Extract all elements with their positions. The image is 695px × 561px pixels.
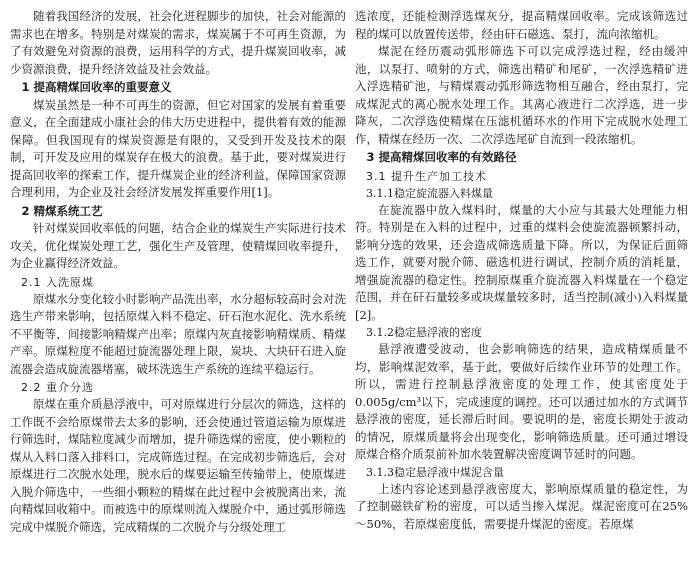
- continued-paragraph: 选浓度，还能检测浮选煤灰分，提高精煤回收率。完成该筛选过程的煤可以放置传送带，经由矸石磁选、泵打，流向浓缩机。: [355, 9, 688, 41]
- left-column: [10, 8, 346, 536]
- section-1-heading: 1 提高精煤回收率的重要意义: [21, 80, 172, 94]
- section-3-1-3-paragraph: 上述内容论述到悬浮液密度大，影响原煤质量的稳定性，为了控制磁铁矿粉的密度，可以适当掺入煤泥。煤泥密度可在25%～50%，若原煤密度低，需要提升煤泥的密度。若原煤: [355, 481, 688, 531]
- section-3-1-heading: 3.1 提升生产加工技术: [366, 169, 487, 183]
- right-column: [355, 8, 688, 533]
- section-1-paragraph: 煤炭虽然是一种不可再生的资源，但它对国家的发展有着重要意义，在全面建成小康社会的伟大历史进程中，提供着有效的能源保障。但我国现有的煤炭资源是有限的，又受到开发及技术的限制，可开发及应用的煤炭存在极大的浪费。基于此，要对煤炭进行提高回收率的探索工作，提升煤炭企业的经济利益，保障国家资源合理利用，为企业及社会经济发展发挥重要作用[1]。: [10, 97, 346, 199]
- slime-paragraph: 煤泥在经历震动弧形筛选下可以完成浮选过程，经由缓冲池，以泵打、喷射的方式，筛选出精矿和尾矿，一次浮选精矿进入浮选精矿池，与精煤震动弧形筛选物相互融合，经由泵打，完成煤泥式的离心脱水处理工作。其离心液进行二次浮选，进一步降灰，二次浮选使精煤在压滤机循环水的作用下完成脱水处理工作，精煤在经历一次、二次浮选尾矿自流到一段浓缩机。: [355, 44, 688, 146]
- section-3-1-2-heading: 3.1.2稳定悬浮液的密度: [366, 326, 482, 339]
- section-3-heading: 3 提高精煤回收率的有效路径: [366, 150, 517, 164]
- section-3-1-3-heading: 3.1.3稳定悬浮液中煤泥含量: [366, 465, 504, 479]
- section-2-heading: 2 精煤系统工艺: [21, 203, 103, 218]
- section-2-1-heading: 2.1 入洗原煤: [21, 275, 94, 289]
- section-2-1-paragraph: 原煤水分变化较小时影响产品洗出率，水分超标较高时会对洗选生产带来影响，包括原煤入料不稳定、矸石泡水泥化、洗水系统不平衡等，间接影响精煤产出率；原煤内灰直接影响精煤质、精煤产率。原煤粒度不能超过旋流器处理上限，炭块、大块矸石进入旋流器会造成旋流器堵塞，破坏洗选生产系统的连续平稳运行。: [10, 291, 346, 376]
- section-3-1-2-paragraph: 悬浮液遭受波动，也会影响筛选的结果，造成精煤质量不均，影响煤泥效率，基于此，要做好后续作业环节的处理工作。所以，需进行控制悬浮液密度的处理工作，使其密度处于0.005g/cm³以下，完成速度的调控。还可以通过加水的方式调节悬浮液的密度，延长滞后时间。要说明的是，密度长期处于波动的情况，原煤质量将会出现变化，影响筛选质量。还可通过增设原煤合格介质泵前补加水装置解决密度调节延时的问题。: [355, 342, 688, 461]
- section-3-1-1-heading: 3.1.1稳定旋流器入料煤量: [366, 186, 493, 200]
- section-2-2-heading: 2.2 重介分选: [21, 381, 94, 394]
- section-3-1-1-paragraph: 在旋流器中放入煤料时，煤量的大小应与其最大处理能力相符。特别是在入料的过程中，过重的煤料会使旋流器顿繁抖动，影响分选的效果，还会造成筛选质量下降。所以，为保证后面筛选工作，就要对脱介筛、磁选机进行调试，控制介质的消耗量，增强旋流器的稳定性。控制原煤重介旋流器入料煤量在一个稳定范围，并在矸石量较多或块煤量较多时，适当控制(减小)入料煤量[2]。: [355, 202, 688, 322]
- intro-paragraph: 随着我国经济的发展，社会化进程脚步的加快，社会对能源的需求也在增多。特别是对煤炭的需求，煤炭属于不可再生资源，为了有效避免对资源的浪费，运用科学的方式，提升煤炭回收率，减少资源浪费，提升经济效益及社会效益。: [10, 9, 346, 76]
- section-2-paragraph: 针对煤炭回收率低的问题，结合企业的煤炭生产实际进行技术攻关，优化煤炭处理工艺，强化生产及管理，使精煤回收率提升，为企业赢得经济效益。: [10, 221, 346, 270]
- section-2-2-paragraph: 原煤在重介质悬浮液中，可对原煤进行分层次的筛选，这样的工作既不会给原煤带去太多的影响，还会使通过管道运输为原煤进行筛选时，煤陆粒度减少而增加，提升筛选煤的密度，使小颗粒的煤从入料口落入排料口，完成筛选过程。在完成初步筛选后，会对原煤进行二次脱水处理，脱水后的煤要运输至传输带上，使原煤进入脱介筛选中，一些细小颗粒的精煤在此过程中会被脱离出来，流向精煤回收箱中。而被选中的原煤则流入煤脱介中，通过弧形筛选完成中煤脱介筛选，完成精煤的二次脱介与分级处理工: [10, 397, 346, 534]
